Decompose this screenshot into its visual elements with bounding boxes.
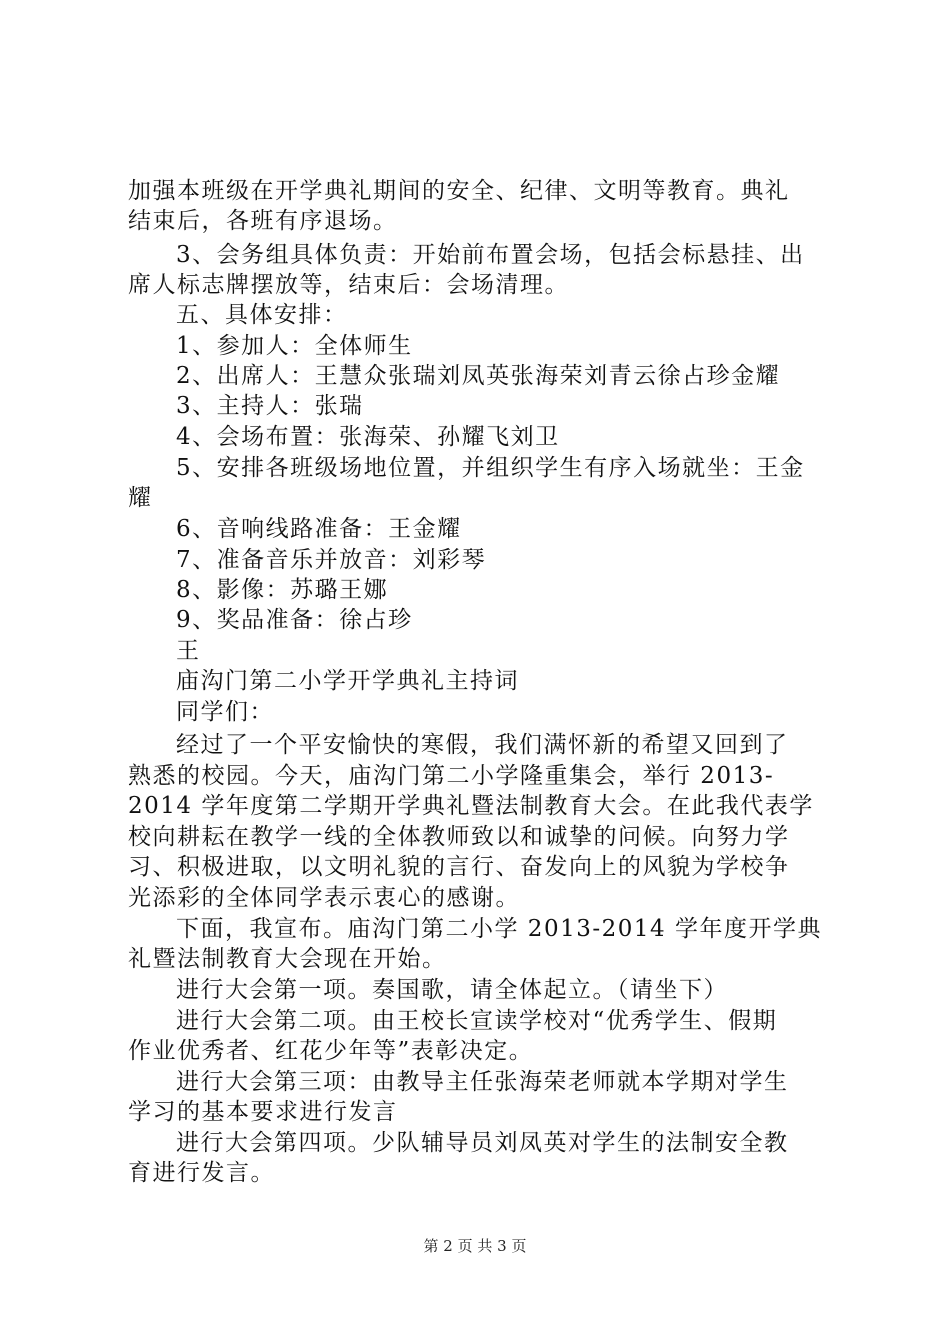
text-line: 礼暨法制教育大会现在开始。 xyxy=(128,946,447,972)
text-line: 育进行发言。 xyxy=(128,1160,275,1186)
list-item: 9、奖品准备：徐占珍 xyxy=(176,607,413,633)
text-line: 进行大会第一项。奏国歌，请全体起立。（请坐下） xyxy=(176,977,728,1003)
text-line: 王 xyxy=(176,638,201,664)
document-title: 庙沟门第二小学开学典礼主持词 xyxy=(176,668,519,694)
text-line: 光添彩的全体同学表示衷心的感谢。 xyxy=(128,885,520,911)
text-line: 熟悉的校园。今天，庙沟门第二小学隆重集会，举行 2013- xyxy=(128,763,775,789)
list-item: 7、准备音乐并放音：刘彩琴 xyxy=(176,547,487,573)
text-line: 耀 xyxy=(128,485,153,511)
text-line: 结束后，各班有序退场。 xyxy=(128,208,398,234)
salutation: 同学们： xyxy=(176,699,274,725)
text-line: 席人标志牌摆放等，结束后：会场清理。 xyxy=(128,272,569,298)
text-line: 下面，我宣布。庙沟门第二小学 2013-2014 学年度开学典 xyxy=(176,916,822,942)
text-line: 学习的基本要求进行发言 xyxy=(128,1099,398,1125)
text-line: 进行大会第二项。由王校长宣读学校对“优秀学生、假期 xyxy=(176,1008,778,1034)
page-footer: 第 2 页 共 3 页 xyxy=(423,1237,527,1255)
text-line: 习、积极进取，以文明礼貌的言行、奋发向上的风貌为学校争 xyxy=(128,854,790,880)
text-line: 加强本班级在开学典礼期间的安全、纪律、文明等教育。典礼 xyxy=(128,178,790,204)
text-line: 3、会务组具体负责：开始前布置会场，包括会标悬挂、出 xyxy=(176,242,805,268)
text-line: 校向耕耘在教学一线的全体教师致以和诚挚的问候。向努力学 xyxy=(128,824,790,850)
text-line: 经过了一个平安愉快的寒假，我们满怀新的希望又回到了 xyxy=(176,732,789,758)
text-line: 进行大会第四项。少队辅导员刘凤英对学生的法制安全教 xyxy=(176,1130,789,1156)
list-item: 8、影像：苏璐王娜 xyxy=(176,577,389,603)
list-item: 4、会场布置：张海荣、孙耀飞刘卫 xyxy=(176,424,560,450)
list-item: 3、主持人：张瑞 xyxy=(176,393,364,419)
list-item: 5、安排各班级场地位置，并组织学生有序入场就坐：王金 xyxy=(176,455,805,481)
list-item: 2、出席人：王慧众张瑞刘凤英张海荣刘青云徐占珍金耀 xyxy=(176,363,781,389)
text-line: 作业优秀者、红花少年等”表彰决定。 xyxy=(128,1038,534,1064)
text-line: 进行大会第三项：由教导主任张海荣老师就本学期对学生 xyxy=(176,1069,789,1095)
list-item: 6、音响线路准备：王金耀 xyxy=(176,516,462,542)
text-line: 2014 学年度第二学期开学典礼暨法制教育大会。在此我代表学 xyxy=(128,793,814,819)
list-item: 1、参加人：全体师生 xyxy=(176,333,413,359)
section-heading: 五、具体安排： xyxy=(176,302,348,328)
